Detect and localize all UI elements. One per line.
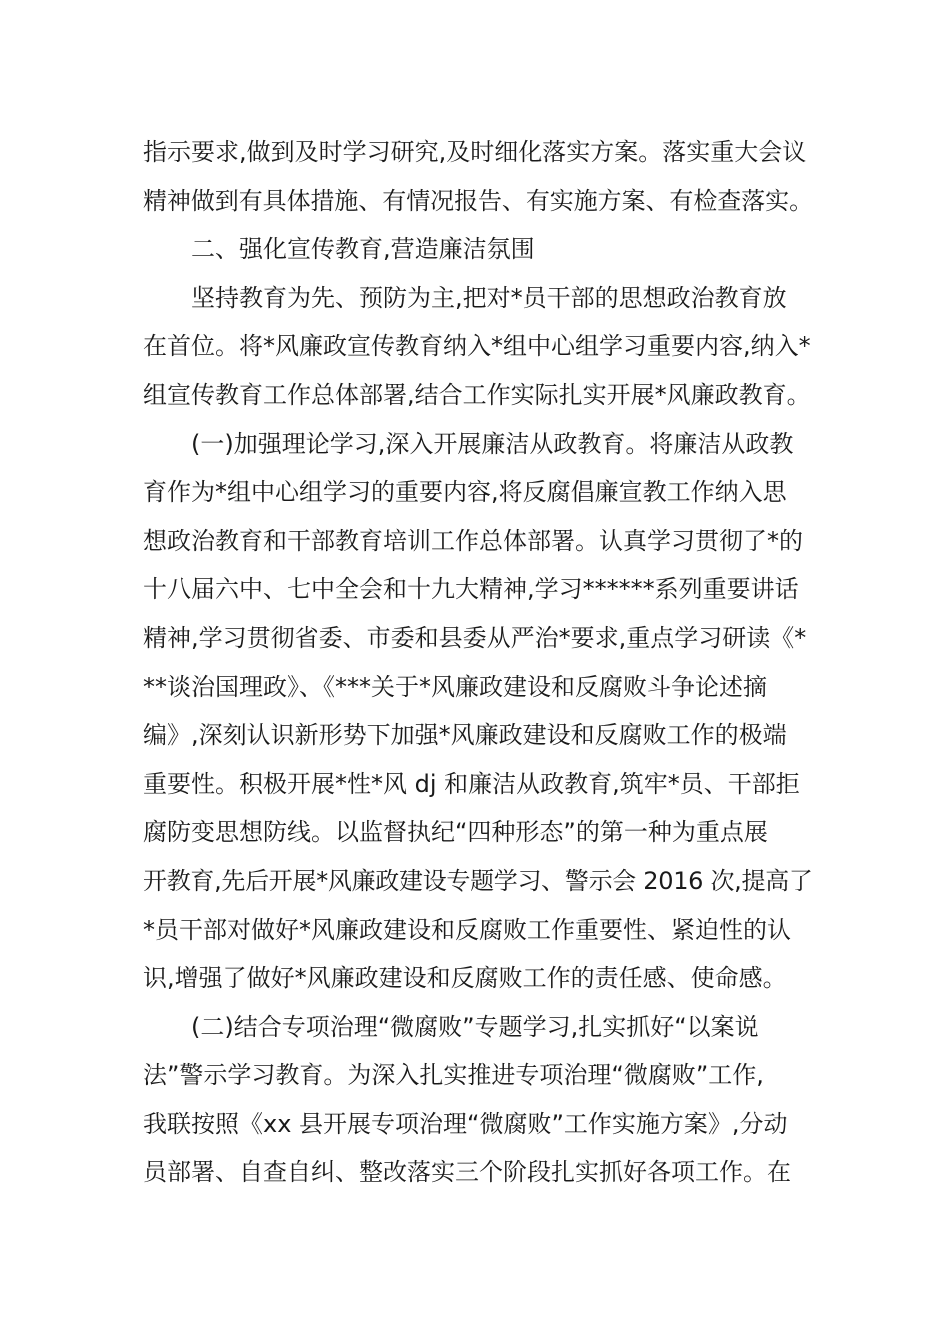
text-line: 育作为*组中心组学习的重要内容,将反腐倡廉宣教工作纳入思 [143,478,787,507]
text-line: 编》,深刻认识新形势下加强*风廉政建设和反腐败工作的极端 [143,721,787,750]
text-line: 开教育,先后开展*风廉政建设专题学习、警示会 2016 次,提高了 [143,866,813,895]
paragraph-first-line: (二)结合专项治理“微腐败”专题学习,扎实抓好“以案说 [191,1012,759,1041]
document-body [143,128,813,1197]
text-line: 想政治教育和干部教育培训工作总体部署。认真学习贯彻了*的 [143,526,803,555]
text-line: **谈治国理政》、《***关于*风廉政建设和反腐败斗争论述摘 [143,672,767,701]
text-line: 员部署、自查自纠、整改落实三个阶段扎实抓好各项工作。在 [143,1158,791,1187]
text-line: 我联按照《xx 县开展专项治理“微腐败”工作实施方案》,分动 [143,1109,788,1138]
paragraph-first-line: (一)加强理论学习,深入开展廉洁从政教育。将廉洁从政教 [191,429,794,458]
text-line: 识,增强了做好*风廉政建设和反腐败工作的责任感、使命感。 [143,964,787,993]
text-line: 组宣传教育工作总体部署,结合工作实际扎实开展*风廉政教育。 [143,380,811,409]
text-line: 在首位。将*风廉政宣传教育纳入*组中心组学习重要内容,纳入* [143,332,811,361]
paragraph-first-line: 二、强化宣传教育,营造廉洁氛围 [191,235,535,264]
text-line: 精神做到有具体措施、有情况报告、有实施方案、有检查落实。 [143,186,813,215]
text-line: 法”警示学习教育。为深入扎实推进专项治理“微腐败”工作, [143,1061,764,1090]
text-line: *员干部对做好*风廉政建设和反腐败工作重要性、紧迫性的认 [143,915,791,944]
paragraph-first-line: 坚持教育为先、预防为主,把对*员干部的思想政治教育放 [191,283,787,312]
text-line: 精神,学习贯彻省委、市委和县委从严治*要求,重点学习研读《* [143,623,807,652]
text-line: 十八届六中、七中全会和十九大精神,学习******系列重要讲话 [143,575,799,604]
text-line: 重要性。积极开展*性*风 dj 和廉洁从政教育,筑牢*员、干部拒 [143,769,800,798]
text-line: 指示要求,做到及时学习研究,及时细化落实方案。落实重大会议 [143,138,807,166]
text-line: 腐防变思想防线。以监督执纪“四种形态”的第一种为重点展 [143,818,768,847]
